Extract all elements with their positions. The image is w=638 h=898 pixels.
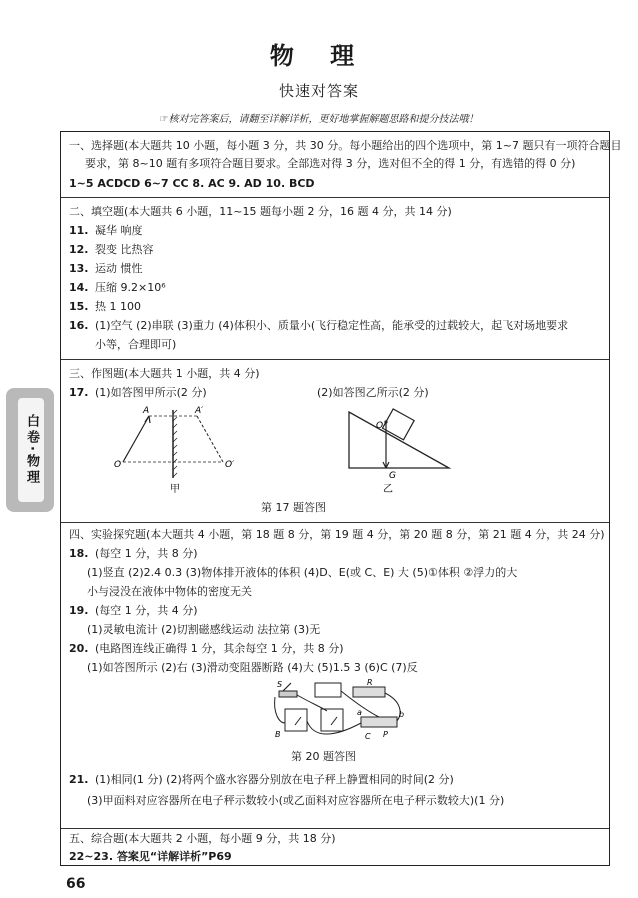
page-title: 物 理 [269, 41, 369, 70]
label-A: A [143, 406, 150, 416]
label-P: P [383, 730, 388, 739]
figure-label-jia: 甲 [170, 484, 180, 494]
question-21: 21. (1)相同(1 分) (2)将两个盛水容器分别放在电子秤上静置相同的时间(2 分) [69, 773, 454, 786]
section-heading: 一、选择题(本大题共 10 小题，每小题 3 分，共 30 分。每小题给出的四个选项中，第 1~7 题只有一项符合题目 [69, 139, 622, 152]
comprehensive-answers: 22~23. 答案见“详解详析”P69 [69, 850, 232, 863]
list-item: 15. 热 1 100 [69, 300, 141, 313]
label-S: S [277, 680, 283, 689]
label-O: O [376, 421, 384, 431]
answer-line: 小与浸没在液体中物体的密度无关 [87, 585, 252, 598]
section-heading: 四、实验探究题(本大题共 4 小题，第 18 题 8 分，第 19 题 4 分，第 20 题 8 分，第 21 题 4 分，共 24 分) [69, 528, 605, 541]
question-19: 19. (每空 1 分，共 4 分) [69, 604, 198, 617]
answer-line: (1)灵敏电流计 (2)切割磁感线运动 法拉第 (3)无 [87, 623, 321, 636]
section-fill [61, 198, 609, 360]
list-item: 16. (1)空气 (2)串联 (3)重力 (4)体积小、质量小(飞行稳定性高，能承受的过载较大，起飞对场地要求 [69, 319, 569, 332]
incline-figure [341, 404, 481, 494]
answer-line: (1)如答图所示 (2)右 (3)滑动变阻器断路 (4)大 (5)1.5 3 (6)C (7)反 [87, 661, 418, 674]
label-R: R [367, 678, 373, 687]
choice-answers: 1~5 ACDCD 6~7 CC 8. AC 9. AD 10. BCD [69, 177, 315, 190]
question-17: 17. (1)如答图甲所示(2 分) [69, 386, 207, 399]
figure-caption: 第 20 题答图 [291, 750, 356, 763]
section-heading: 五、综合题(本大题共 2 小题，每小题 9 分，共 18 分) [69, 832, 336, 845]
list-item: 11. 凝华 响度 [69, 224, 143, 237]
section-choice [61, 132, 622, 198]
section-heading: 三、作图题(本大题共 1 小题，共 4 分) [69, 367, 260, 380]
answer-frame [60, 131, 622, 866]
section-drawing [61, 360, 609, 523]
label-b: b [399, 710, 405, 719]
label-B: B [275, 730, 281, 739]
section-heading: 二、填空题(本大题共 6 小题，11~15 题每小题 2 分，16 题 4 分，共 14 分) [69, 205, 452, 218]
side-tab [6, 388, 54, 512]
section-experiment [61, 523, 609, 829]
tip-line: ☞核对完答案后，请翻至详解详析，更好地掌握解题思路和提分技法哦！ [159, 114, 479, 125]
label-G: G [389, 471, 396, 481]
page-number: 66 [66, 876, 86, 892]
label-a: a [357, 708, 362, 717]
question-17-part2: (2)如答图乙所示(2 分) [317, 386, 429, 399]
list-item: 13. 运动 惯性 [69, 262, 143, 275]
question-18: 18. (每空 1 分，共 8 分) [69, 547, 198, 560]
mirror-figure [111, 404, 251, 494]
figure-caption: 第 17 题答图 [261, 501, 326, 514]
label-C: C [365, 732, 371, 741]
side-tab-label: 白卷·物理 [18, 398, 44, 502]
section-comprehensive [61, 829, 609, 867]
section-heading-cont: 要求，第 8~10 题有多项符合题目要求。全部选对得 3 分，选对但不全的得 1 分，有选错的得 0 分) [85, 157, 576, 170]
circuit-figure [271, 677, 421, 745]
page-subtitle: 快速对答案 [278, 82, 359, 100]
figure-label-yi: 乙 [383, 484, 393, 494]
list-item: 12. 裂变 比热容 [69, 243, 154, 256]
label-O-prime: O′ [225, 460, 235, 470]
label-O: O [114, 460, 122, 470]
answer-line: (3)甲面料对应容器所在电子秤示数较小(或乙面料对应容器所在电子秤示数较大)(1 分) [87, 794, 505, 807]
question-20: 20. (电路图连线正确得 1 分，其余每空 1 分，共 8 分) [69, 642, 344, 655]
list-item-cont: 小等，合理即可) [95, 338, 177, 351]
answer-line: (1)竖直 (2)2.4 0.3 (3)物体排开液体的体积 (4)D、E(或 C、E) 大 (5)①体积 ②浮力的大 [87, 566, 518, 579]
list-item: 14. 压缩 9.2×10⁶ [69, 281, 166, 294]
label-A-prime: A′ [195, 406, 204, 416]
